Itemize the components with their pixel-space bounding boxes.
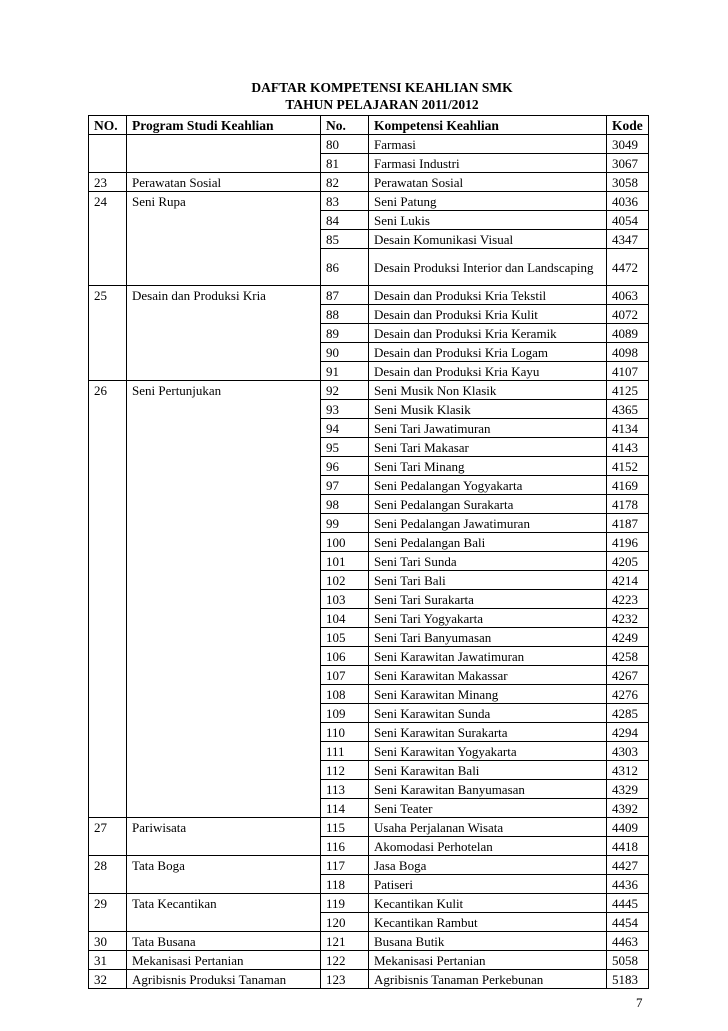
cell-no: 32	[89, 970, 127, 989]
cell-kompetensi: Akomodasi Perhotelan	[369, 837, 607, 856]
cell-no	[89, 609, 127, 628]
cell-program-studi	[127, 154, 321, 173]
cell-kode: 4098	[607, 343, 649, 362]
cell-no	[89, 913, 127, 932]
table-row	[89, 173, 649, 192]
cell-program-studi	[127, 647, 321, 666]
cell-kompetensi: Perawatan Sosial	[369, 173, 607, 192]
cell-program-studi	[127, 837, 321, 856]
table-row	[89, 742, 649, 761]
cell-kode: 4169	[607, 476, 649, 495]
cell-kode: 3049	[607, 135, 649, 154]
cell-kode: 5183	[607, 970, 649, 989]
cell-no	[89, 571, 127, 590]
cell-program-studi: Mekanisasi Pertanian	[127, 951, 321, 970]
cell-program-studi	[127, 324, 321, 343]
table-row	[89, 799, 649, 818]
cell-kode: 4249	[607, 628, 649, 647]
cell-kompetensi: Seni Lukis	[369, 211, 607, 230]
cell-kompetensi: Seni Tari Bali	[369, 571, 607, 590]
cell-kode: 4036	[607, 192, 649, 211]
cell-kompetensi: Seni Tari Yogyakarta	[369, 609, 607, 628]
cell-kode: 4152	[607, 457, 649, 476]
cell-kompetensi: Busana Butik	[369, 932, 607, 951]
cell-no-kompetensi: 86	[321, 249, 369, 286]
table-row	[89, 894, 649, 913]
table-row	[89, 704, 649, 723]
cell-program-studi: Seni Pertunjukan	[127, 381, 321, 400]
cell-no-kompetensi: 106	[321, 647, 369, 666]
cell-kompetensi: Farmasi Industri	[369, 154, 607, 173]
cell-program-studi	[127, 875, 321, 894]
header-no: NO.	[89, 116, 127, 135]
cell-kompetensi: Patiseri	[369, 875, 607, 894]
cell-kompetensi: Seni Patung	[369, 192, 607, 211]
cell-program-studi	[127, 628, 321, 647]
cell-program-studi	[127, 400, 321, 419]
cell-kode: 4463	[607, 932, 649, 951]
cell-kode: 5058	[607, 951, 649, 970]
cell-program-studi	[127, 533, 321, 552]
table-row	[89, 932, 649, 951]
cell-kode: 4107	[607, 362, 649, 381]
cell-no-kompetensi: 109	[321, 704, 369, 723]
cell-no-kompetensi: 105	[321, 628, 369, 647]
cell-no-kompetensi: 81	[321, 154, 369, 173]
header-no-kompetensi: No.	[321, 116, 369, 135]
cell-kode: 4134	[607, 419, 649, 438]
cell-kode: 3067	[607, 154, 649, 173]
cell-kompetensi: Desain Komunikasi Visual	[369, 230, 607, 249]
cell-no-kompetensi: 84	[321, 211, 369, 230]
cell-kode: 4445	[607, 894, 649, 913]
cell-kode: 3058	[607, 173, 649, 192]
table-body	[89, 135, 649, 989]
cell-program-studi	[127, 685, 321, 704]
table-row	[89, 647, 649, 666]
table-row	[89, 761, 649, 780]
cell-kode: 4418	[607, 837, 649, 856]
cell-no-kompetensi: 97	[321, 476, 369, 495]
cell-no	[89, 495, 127, 514]
cell-kompetensi: Seni Pedalangan Yogyakarta	[369, 476, 607, 495]
cell-kode: 4365	[607, 400, 649, 419]
cell-no	[89, 400, 127, 419]
cell-no: 27	[89, 818, 127, 837]
cell-no-kompetensi: 113	[321, 780, 369, 799]
cell-kode: 4392	[607, 799, 649, 818]
header-kode: Kode	[607, 116, 649, 135]
cell-no-kompetensi: 101	[321, 552, 369, 571]
cell-no-kompetensi: 96	[321, 457, 369, 476]
cell-kompetensi: Desain dan Produksi Kria Kulit	[369, 305, 607, 324]
table-row	[89, 533, 649, 552]
cell-no-kompetensi: 121	[321, 932, 369, 951]
cell-kode: 4205	[607, 552, 649, 571]
table-row	[89, 875, 649, 894]
cell-kode: 4427	[607, 856, 649, 875]
cell-no: 24	[89, 192, 127, 211]
cell-program-studi	[127, 609, 321, 628]
table-row	[89, 381, 649, 400]
cell-kompetensi: Seni Pedalangan Bali	[369, 533, 607, 552]
cell-program-studi	[127, 305, 321, 324]
cell-kode: 4054	[607, 211, 649, 230]
table-row	[89, 628, 649, 647]
cell-program-studi	[127, 362, 321, 381]
cell-no-kompetensi: 103	[321, 590, 369, 609]
table-row	[89, 514, 649, 533]
cell-kompetensi: Agribisnis Tanaman Perkebunan	[369, 970, 607, 989]
cell-no	[89, 685, 127, 704]
cell-no	[89, 704, 127, 723]
cell-program-studi	[127, 761, 321, 780]
cell-kode: 4187	[607, 514, 649, 533]
cell-no-kompetensi: 119	[321, 894, 369, 913]
cell-no	[89, 742, 127, 761]
cell-no	[89, 723, 127, 742]
cell-no-kompetensi: 89	[321, 324, 369, 343]
cell-program-studi	[127, 249, 321, 286]
table-row	[89, 590, 649, 609]
cell-kompetensi: Kecantikan Rambut	[369, 913, 607, 932]
table-row	[89, 780, 649, 799]
cell-no	[89, 799, 127, 818]
cell-program-studi: Perawatan Sosial	[127, 173, 321, 192]
cell-kompetensi: Usaha Perjalanan Wisata	[369, 818, 607, 837]
cell-kode: 4063	[607, 286, 649, 305]
cell-program-studi: Tata Boga	[127, 856, 321, 875]
table-row	[89, 495, 649, 514]
cell-kompetensi: Seni Karawitan Bali	[369, 761, 607, 780]
table-row	[89, 154, 649, 173]
cell-kompetensi: Seni Pedalangan Surakarta	[369, 495, 607, 514]
cell-kode: 4214	[607, 571, 649, 590]
cell-program-studi	[127, 552, 321, 571]
cell-no-kompetensi: 93	[321, 400, 369, 419]
cell-no-kompetensi: 102	[321, 571, 369, 590]
table-row	[89, 552, 649, 571]
page-number: 7	[636, 995, 643, 1010]
cell-no	[89, 875, 127, 894]
cell-program-studi	[127, 590, 321, 609]
cell-no: 30	[89, 932, 127, 951]
cell-kode: 4276	[607, 685, 649, 704]
cell-no: 25	[89, 286, 127, 305]
cell-kompetensi: Seni Karawitan Banyumasan	[369, 780, 607, 799]
table-header-row	[89, 116, 649, 135]
cell-no	[89, 552, 127, 571]
cell-program-studi	[127, 343, 321, 362]
cell-kompetensi: Seni Tari Banyumasan	[369, 628, 607, 647]
cell-program-studi: Pariwisata	[127, 818, 321, 837]
cell-no-kompetensi: 123	[321, 970, 369, 989]
cell-no	[89, 362, 127, 381]
cell-no	[89, 419, 127, 438]
table-row	[89, 211, 649, 230]
cell-kode: 4232	[607, 609, 649, 628]
cell-kompetensi: Seni Tari Makasar	[369, 438, 607, 457]
cell-no	[89, 154, 127, 173]
cell-program-studi	[127, 495, 321, 514]
cell-no-kompetensi: 117	[321, 856, 369, 875]
cell-kode: 4196	[607, 533, 649, 552]
cell-kompetensi: Desain Produksi Interior dan Landscaping	[369, 249, 607, 286]
table-row	[89, 192, 649, 211]
cell-no: 26	[89, 381, 127, 400]
cell-kompetensi: Seni Karawitan Yogyakarta	[369, 742, 607, 761]
cell-kode: 4329	[607, 780, 649, 799]
table-row	[89, 249, 649, 286]
cell-kode: 4294	[607, 723, 649, 742]
cell-no	[89, 438, 127, 457]
cell-program-studi	[127, 571, 321, 590]
cell-kode: 4285	[607, 704, 649, 723]
cell-no-kompetensi: 92	[321, 381, 369, 400]
cell-no-kompetensi: 122	[321, 951, 369, 970]
cell-kode: 4454	[607, 913, 649, 932]
cell-kode: 4072	[607, 305, 649, 324]
cell-no	[89, 249, 127, 286]
cell-kompetensi: Farmasi	[369, 135, 607, 154]
cell-no-kompetensi: 112	[321, 761, 369, 780]
cell-no	[89, 135, 127, 154]
cell-program-studi	[127, 230, 321, 249]
cell-kompetensi: Seni Karawitan Jawatimuran	[369, 647, 607, 666]
cell-kode: 4436	[607, 875, 649, 894]
cell-kode: 4089	[607, 324, 649, 343]
cell-kompetensi: Seni Musik Non Klasik	[369, 381, 607, 400]
cell-kompetensi: Seni Karawitan Makassar	[369, 666, 607, 685]
cell-program-studi: Tata Kecantikan	[127, 894, 321, 913]
cell-no-kompetensi: 82	[321, 173, 369, 192]
cell-kode: 4409	[607, 818, 649, 837]
cell-kompetensi: Jasa Boga	[369, 856, 607, 875]
cell-kompetensi: Desain dan Produksi Kria Keramik	[369, 324, 607, 343]
cell-kode: 4347	[607, 230, 649, 249]
cell-no-kompetensi: 80	[321, 135, 369, 154]
cell-program-studi	[127, 742, 321, 761]
cell-kompetensi: Mekanisasi Pertanian	[369, 951, 607, 970]
table-row	[89, 685, 649, 704]
cell-no: 28	[89, 856, 127, 875]
cell-kode: 4178	[607, 495, 649, 514]
cell-no	[89, 590, 127, 609]
cell-no-kompetensi: 120	[321, 913, 369, 932]
cell-no-kompetensi: 85	[321, 230, 369, 249]
cell-no-kompetensi: 118	[321, 875, 369, 894]
cell-no	[89, 761, 127, 780]
cell-kode: 4125	[607, 381, 649, 400]
cell-no	[89, 457, 127, 476]
cell-kompetensi: Seni Tari Surakarta	[369, 590, 607, 609]
table-row	[89, 970, 649, 989]
cell-no	[89, 666, 127, 685]
cell-program-studi	[127, 135, 321, 154]
document-title: DAFTAR KOMPETENSI KEAHLIAN SMK	[251, 80, 513, 95]
cell-kompetensi: Kecantikan Kulit	[369, 894, 607, 913]
cell-kode: 4303	[607, 742, 649, 761]
cell-program-studi	[127, 723, 321, 742]
table-row	[89, 457, 649, 476]
cell-kode: 4312	[607, 761, 649, 780]
table-row	[89, 286, 649, 305]
cell-no-kompetensi: 87	[321, 286, 369, 305]
table-row	[89, 818, 649, 837]
table-row	[89, 230, 649, 249]
cell-kompetensi: Seni Karawitan Minang	[369, 685, 607, 704]
table-row	[89, 438, 649, 457]
table-row	[89, 837, 649, 856]
cell-kompetensi: Seni Tari Jawatimuran	[369, 419, 607, 438]
cell-no-kompetensi: 95	[321, 438, 369, 457]
cell-program-studi: Seni Rupa	[127, 192, 321, 211]
cell-no	[89, 230, 127, 249]
cell-program-studi	[127, 799, 321, 818]
cell-no-kompetensi: 111	[321, 742, 369, 761]
table-row	[89, 400, 649, 419]
table-row	[89, 419, 649, 438]
cell-no-kompetensi: 90	[321, 343, 369, 362]
cell-no-kompetensi: 114	[321, 799, 369, 818]
cell-no-kompetensi: 88	[321, 305, 369, 324]
table-row	[89, 324, 649, 343]
cell-no: 23	[89, 173, 127, 192]
cell-kompetensi: Seni Pedalangan Jawatimuran	[369, 514, 607, 533]
header-kompetensi: Kompetensi Keahlian	[369, 116, 607, 135]
cell-no-kompetensi: 94	[321, 419, 369, 438]
cell-kompetensi: Seni Tari Minang	[369, 457, 607, 476]
cell-program-studi	[127, 476, 321, 495]
cell-no	[89, 324, 127, 343]
cell-kompetensi: Seni Musik Klasik	[369, 400, 607, 419]
cell-kompetensi: Desain dan Produksi Kria Kayu	[369, 362, 607, 381]
table-row	[89, 856, 649, 875]
cell-no	[89, 343, 127, 362]
cell-kode: 4223	[607, 590, 649, 609]
table-row	[89, 666, 649, 685]
table-row	[89, 951, 649, 970]
cell-program-studi	[127, 780, 321, 799]
cell-no-kompetensi: 115	[321, 818, 369, 837]
cell-no: 29	[89, 894, 127, 913]
table-row	[89, 723, 649, 742]
cell-no: 31	[89, 951, 127, 970]
cell-program-studi	[127, 514, 321, 533]
cell-no-kompetensi: 91	[321, 362, 369, 381]
cell-program-studi	[127, 211, 321, 230]
cell-kompetensi: Seni Karawitan Sunda	[369, 704, 607, 723]
cell-program-studi	[127, 457, 321, 476]
cell-no-kompetensi: 116	[321, 837, 369, 856]
cell-kode: 4258	[607, 647, 649, 666]
cell-kompetensi: Desain dan Produksi Kria Tekstil	[369, 286, 607, 305]
cell-no	[89, 476, 127, 495]
document-subtitle: TAHUN PELAJARAN 2011/2012	[285, 97, 479, 112]
cell-no	[89, 514, 127, 533]
cell-no-kompetensi: 98	[321, 495, 369, 514]
cell-no-kompetensi: 108	[321, 685, 369, 704]
cell-program-studi	[127, 419, 321, 438]
cell-program-studi	[127, 666, 321, 685]
table-row	[89, 913, 649, 932]
cell-no	[89, 211, 127, 230]
cell-no	[89, 628, 127, 647]
cell-kode: 4472	[607, 249, 649, 286]
cell-no	[89, 533, 127, 552]
cell-kode: 4143	[607, 438, 649, 457]
cell-no	[89, 837, 127, 856]
table-row	[89, 135, 649, 154]
table-row	[89, 343, 649, 362]
cell-kompetensi: Seni Teater	[369, 799, 607, 818]
cell-program-studi: Tata Busana	[127, 932, 321, 951]
cell-program-studi: Agribisnis Produksi Tanaman	[127, 970, 321, 989]
cell-kode: 4267	[607, 666, 649, 685]
cell-kompetensi: Seni Tari Sunda	[369, 552, 607, 571]
cell-program-studi	[127, 438, 321, 457]
header-program-studi: Program Studi Keahlian	[127, 116, 321, 135]
cell-kompetensi: Seni Karawitan Surakarta	[369, 723, 607, 742]
cell-no-kompetensi: 107	[321, 666, 369, 685]
table-row	[89, 571, 649, 590]
table-row	[89, 362, 649, 381]
table-row	[89, 305, 649, 324]
cell-program-studi	[127, 704, 321, 723]
cell-no-kompetensi: 83	[321, 192, 369, 211]
cell-no	[89, 647, 127, 666]
cell-no-kompetensi: 99	[321, 514, 369, 533]
table-row	[89, 476, 649, 495]
cell-no-kompetensi: 110	[321, 723, 369, 742]
cell-no-kompetensi: 104	[321, 609, 369, 628]
cell-no	[89, 305, 127, 324]
cell-program-studi	[127, 913, 321, 932]
cell-kompetensi: Desain dan Produksi Kria Logam	[369, 343, 607, 362]
competency-table	[88, 115, 649, 989]
table-row	[89, 609, 649, 628]
cell-no	[89, 780, 127, 799]
cell-program-studi: Desain dan Produksi Kria	[127, 286, 321, 305]
cell-no-kompetensi: 100	[321, 533, 369, 552]
